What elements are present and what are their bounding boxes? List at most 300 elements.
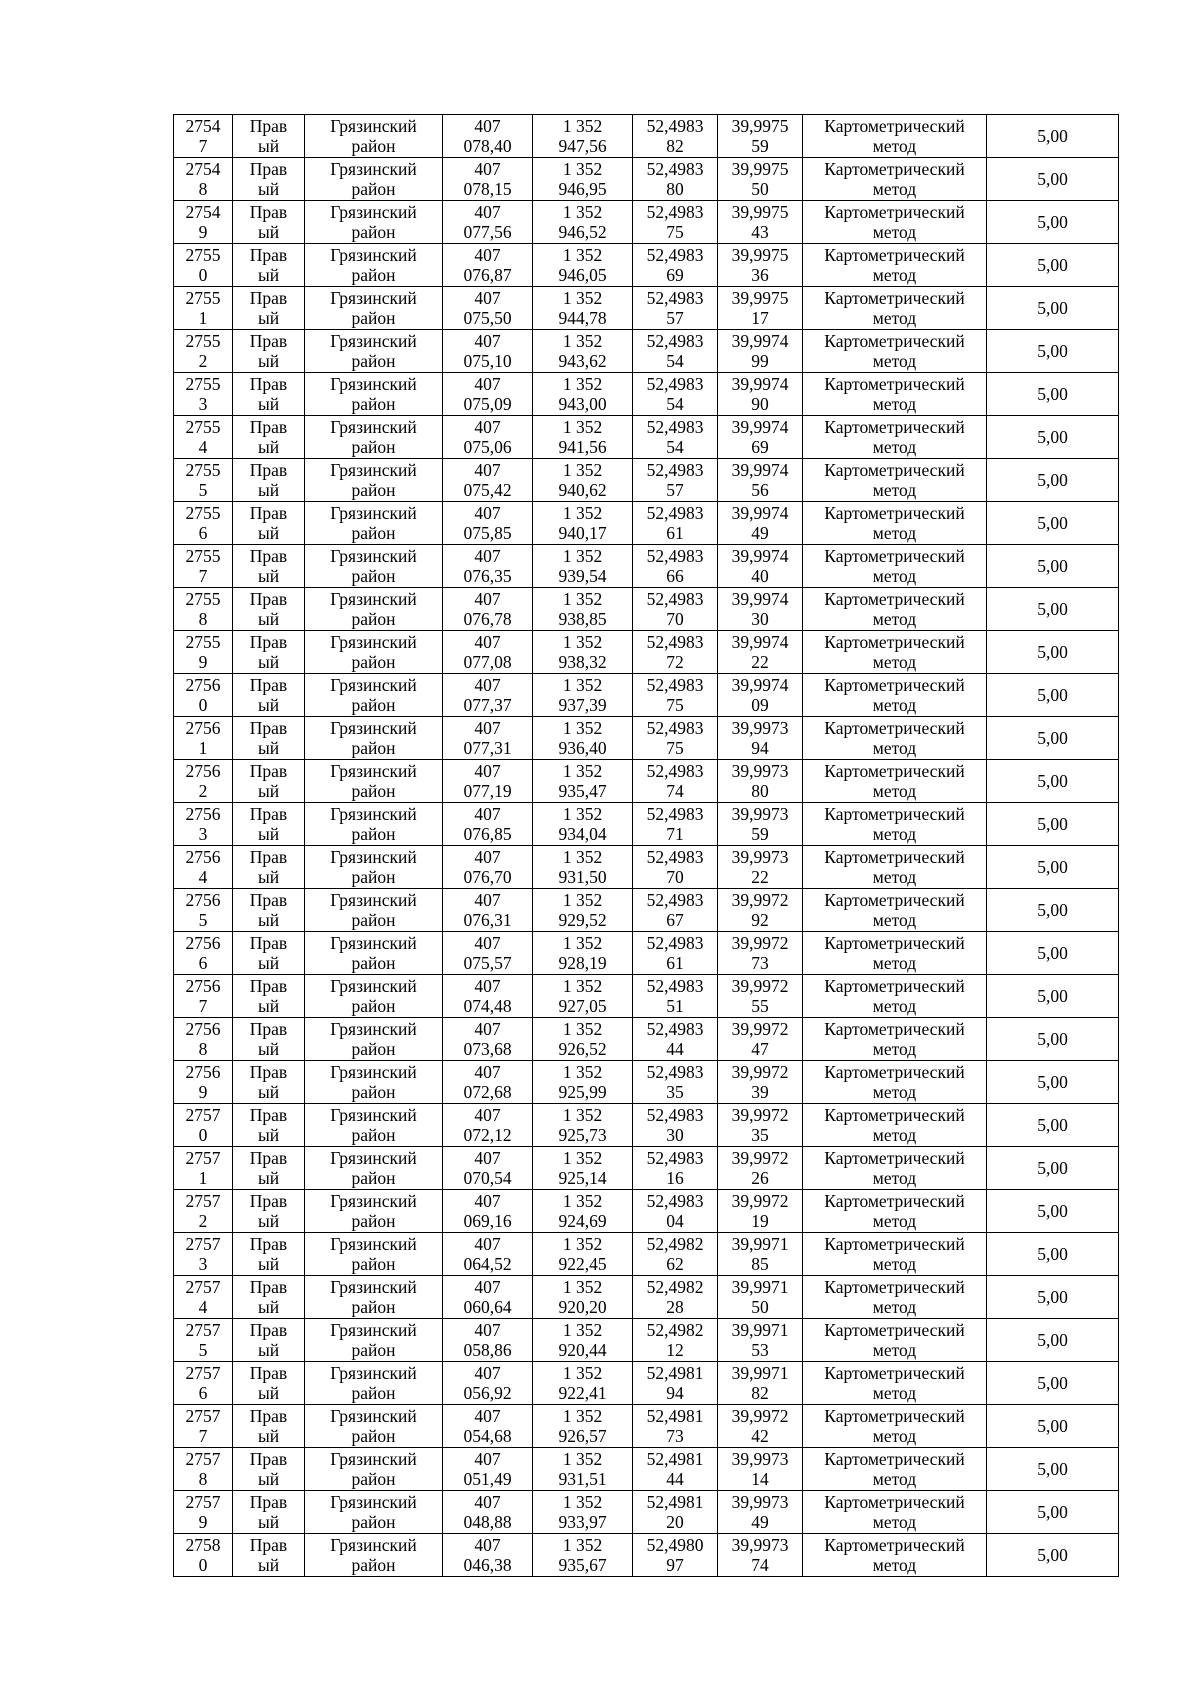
cell-point-number: 2757 1 bbox=[174, 1147, 233, 1190]
cell-longitude: 39,9974 49 bbox=[718, 502, 803, 545]
cell-coord-x: 407 075,85 bbox=[443, 502, 533, 545]
cell-coord-x: 407 077,31 bbox=[443, 717, 533, 760]
cell-longitude: 39,9975 17 bbox=[718, 287, 803, 330]
cell-method: Картометрический метод bbox=[803, 459, 987, 502]
cell-bank-side: Прав ый bbox=[233, 1147, 305, 1190]
cell-accuracy: 5,00 bbox=[987, 975, 1119, 1018]
cell-coord-x: 407 076,78 bbox=[443, 588, 533, 631]
cell-point-number: 2754 9 bbox=[174, 201, 233, 244]
cell-latitude: 52,4983 16 bbox=[633, 1147, 718, 1190]
cell-district: Грязинский район bbox=[305, 889, 443, 932]
cell-bank-side: Прав ый bbox=[233, 1534, 305, 1577]
cell-coord-x: 407 070,54 bbox=[443, 1147, 533, 1190]
cell-point-number: 2757 8 bbox=[174, 1448, 233, 1491]
cell-coord-y: 1 352 922,41 bbox=[533, 1362, 633, 1405]
cell-longitude: 39,9972 92 bbox=[718, 889, 803, 932]
cell-accuracy: 5,00 bbox=[987, 932, 1119, 975]
cell-coord-x: 407 046,38 bbox=[443, 1534, 533, 1577]
cell-accuracy: 5,00 bbox=[987, 1534, 1119, 1577]
cell-coord-y: 1 352 927,05 bbox=[533, 975, 633, 1018]
cell-latitude: 52,4983 72 bbox=[633, 631, 718, 674]
cell-coord-x: 407 078,40 bbox=[443, 115, 533, 158]
cell-accuracy: 5,00 bbox=[987, 201, 1119, 244]
cell-point-number: 2755 4 bbox=[174, 416, 233, 459]
table-row bbox=[174, 1061, 1119, 1104]
cell-method: Картометрический метод bbox=[803, 287, 987, 330]
cell-bank-side: Прав ый bbox=[233, 416, 305, 459]
cell-bank-side: Прав ый bbox=[233, 1061, 305, 1104]
cell-point-number: 2756 7 bbox=[174, 975, 233, 1018]
cell-coord-x: 407 072,68 bbox=[443, 1061, 533, 1104]
cell-longitude: 39,9975 36 bbox=[718, 244, 803, 287]
cell-coord-y: 1 352 925,14 bbox=[533, 1147, 633, 1190]
cell-district: Грязинский район bbox=[305, 932, 443, 975]
cell-point-number: 2755 6 bbox=[174, 502, 233, 545]
cell-coord-x: 407 075,57 bbox=[443, 932, 533, 975]
cell-bank-side: Прав ый bbox=[233, 502, 305, 545]
cell-longitude: 39,9972 26 bbox=[718, 1147, 803, 1190]
cell-bank-side: Прав ый bbox=[233, 373, 305, 416]
table-row bbox=[174, 588, 1119, 631]
cell-district: Грязинский район bbox=[305, 717, 443, 760]
cell-latitude: 52,4983 61 bbox=[633, 502, 718, 545]
cell-district: Грязинский район bbox=[305, 1448, 443, 1491]
cell-coord-x: 407 075,50 bbox=[443, 287, 533, 330]
table-row bbox=[174, 330, 1119, 373]
cell-longitude: 39,9973 59 bbox=[718, 803, 803, 846]
cell-district: Грязинский район bbox=[305, 373, 443, 416]
cell-longitude: 39,9974 56 bbox=[718, 459, 803, 502]
table-row bbox=[174, 975, 1119, 1018]
cell-district: Грязинский район bbox=[305, 201, 443, 244]
cell-method: Картометрический метод bbox=[803, 201, 987, 244]
cell-method: Картометрический метод bbox=[803, 502, 987, 545]
table-row bbox=[174, 1276, 1119, 1319]
cell-bank-side: Прав ый bbox=[233, 717, 305, 760]
cell-coord-x: 407 069,16 bbox=[443, 1190, 533, 1233]
cell-coord-x: 407 054,68 bbox=[443, 1405, 533, 1448]
cell-accuracy: 5,00 bbox=[987, 1147, 1119, 1190]
cell-district: Грязинский район bbox=[305, 502, 443, 545]
cell-coord-x: 407 077,37 bbox=[443, 674, 533, 717]
cell-coord-y: 1 352 928,19 bbox=[533, 932, 633, 975]
cell-method: Картометрический метод bbox=[803, 1491, 987, 1534]
table-row bbox=[174, 1405, 1119, 1448]
cell-district: Грязинский район bbox=[305, 244, 443, 287]
cell-latitude: 52,4983 54 bbox=[633, 330, 718, 373]
cell-point-number: 2758 0 bbox=[174, 1534, 233, 1577]
cell-latitude: 52,4980 97 bbox=[633, 1534, 718, 1577]
cell-point-number: 2757 2 bbox=[174, 1190, 233, 1233]
cell-latitude: 52,4983 35 bbox=[633, 1061, 718, 1104]
table-row bbox=[174, 1491, 1119, 1534]
cell-point-number: 2757 9 bbox=[174, 1491, 233, 1534]
cell-latitude: 52,4983 82 bbox=[633, 115, 718, 158]
cell-district: Грязинский район bbox=[305, 674, 443, 717]
cell-coord-x: 407 076,87 bbox=[443, 244, 533, 287]
table-row bbox=[174, 889, 1119, 932]
cell-latitude: 52,4982 12 bbox=[633, 1319, 718, 1362]
cell-district: Грязинский район bbox=[305, 975, 443, 1018]
cell-district: Грязинский район bbox=[305, 1362, 443, 1405]
cell-coord-y: 1 352 943,62 bbox=[533, 330, 633, 373]
cell-bank-side: Прав ый bbox=[233, 975, 305, 1018]
cell-accuracy: 5,00 bbox=[987, 803, 1119, 846]
cell-coord-y: 1 352 946,95 bbox=[533, 158, 633, 201]
cell-point-number: 2756 3 bbox=[174, 803, 233, 846]
cell-bank-side: Прав ый bbox=[233, 244, 305, 287]
cell-coord-x: 407 078,15 bbox=[443, 158, 533, 201]
table-row bbox=[174, 373, 1119, 416]
cell-point-number: 2757 3 bbox=[174, 1233, 233, 1276]
cell-method: Картометрический метод bbox=[803, 373, 987, 416]
cell-latitude: 52,4983 67 bbox=[633, 889, 718, 932]
cell-coord-y: 1 352 947,56 bbox=[533, 115, 633, 158]
cell-latitude: 52,4983 70 bbox=[633, 846, 718, 889]
cell-accuracy: 5,00 bbox=[987, 588, 1119, 631]
cell-coord-y: 1 352 936,40 bbox=[533, 717, 633, 760]
cell-coord-x: 407 076,31 bbox=[443, 889, 533, 932]
cell-coord-x: 407 075,06 bbox=[443, 416, 533, 459]
cell-latitude: 52,4983 70 bbox=[633, 588, 718, 631]
cell-method: Картометрический метод bbox=[803, 1190, 987, 1233]
cell-longitude: 39,9974 90 bbox=[718, 373, 803, 416]
cell-coord-y: 1 352 925,99 bbox=[533, 1061, 633, 1104]
cell-accuracy: 5,00 bbox=[987, 674, 1119, 717]
cell-accuracy: 5,00 bbox=[987, 1319, 1119, 1362]
cell-bank-side: Прав ый bbox=[233, 545, 305, 588]
cell-latitude: 52,4983 61 bbox=[633, 932, 718, 975]
cell-method: Картометрический метод bbox=[803, 846, 987, 889]
cell-bank-side: Прав ый bbox=[233, 588, 305, 631]
table-row bbox=[174, 1147, 1119, 1190]
cell-bank-side: Прав ый bbox=[233, 889, 305, 932]
cell-latitude: 52,4983 75 bbox=[633, 674, 718, 717]
table-row bbox=[174, 803, 1119, 846]
table-row bbox=[174, 932, 1119, 975]
cell-longitude: 39,9972 47 bbox=[718, 1018, 803, 1061]
cell-bank-side: Прав ый bbox=[233, 1018, 305, 1061]
cell-longitude: 39,9972 42 bbox=[718, 1405, 803, 1448]
cell-bank-side: Прав ый bbox=[233, 1104, 305, 1147]
cell-longitude: 39,9971 82 bbox=[718, 1362, 803, 1405]
cell-coord-y: 1 352 940,17 bbox=[533, 502, 633, 545]
cell-district: Грязинский район bbox=[305, 760, 443, 803]
cell-coord-x: 407 076,35 bbox=[443, 545, 533, 588]
cell-accuracy: 5,00 bbox=[987, 1104, 1119, 1147]
cell-coord-x: 407 074,48 bbox=[443, 975, 533, 1018]
table-row bbox=[174, 1190, 1119, 1233]
cell-latitude: 52,4983 80 bbox=[633, 158, 718, 201]
cell-district: Грязинский район bbox=[305, 115, 443, 158]
cell-longitude: 39,9971 85 bbox=[718, 1233, 803, 1276]
cell-point-number: 2755 0 bbox=[174, 244, 233, 287]
cell-district: Грязинский район bbox=[305, 631, 443, 674]
cell-latitude: 52,4983 66 bbox=[633, 545, 718, 588]
cell-bank-side: Прав ый bbox=[233, 1362, 305, 1405]
cell-district: Грязинский район bbox=[305, 459, 443, 502]
cell-accuracy: 5,00 bbox=[987, 631, 1119, 674]
cell-longitude: 39,9973 74 bbox=[718, 1534, 803, 1577]
cell-district: Грязинский район bbox=[305, 1491, 443, 1534]
cell-point-number: 2754 8 bbox=[174, 158, 233, 201]
table-row bbox=[174, 1233, 1119, 1276]
cell-accuracy: 5,00 bbox=[987, 1405, 1119, 1448]
cell-method: Картометрический метод bbox=[803, 1018, 987, 1061]
cell-accuracy: 5,00 bbox=[987, 846, 1119, 889]
cell-longitude: 39,9975 59 bbox=[718, 115, 803, 158]
cell-point-number: 2756 0 bbox=[174, 674, 233, 717]
cell-coord-x: 407 056,92 bbox=[443, 1362, 533, 1405]
cell-latitude: 52,4983 51 bbox=[633, 975, 718, 1018]
cell-bank-side: Прав ый bbox=[233, 330, 305, 373]
cell-point-number: 2756 9 bbox=[174, 1061, 233, 1104]
cell-point-number: 2755 5 bbox=[174, 459, 233, 502]
cell-coord-x: 407 075,10 bbox=[443, 330, 533, 373]
cell-bank-side: Прав ый bbox=[233, 674, 305, 717]
cell-method: Картометрический метод bbox=[803, 1405, 987, 1448]
coordinates-table bbox=[173, 114, 1119, 1577]
cell-point-number: 2755 3 bbox=[174, 373, 233, 416]
cell-coord-x: 407 077,19 bbox=[443, 760, 533, 803]
cell-method: Картометрический метод bbox=[803, 158, 987, 201]
cell-district: Грязинский район bbox=[305, 1190, 443, 1233]
cell-accuracy: 5,00 bbox=[987, 545, 1119, 588]
cell-accuracy: 5,00 bbox=[987, 502, 1119, 545]
table-row bbox=[174, 1448, 1119, 1491]
cell-accuracy: 5,00 bbox=[987, 416, 1119, 459]
cell-accuracy: 5,00 bbox=[987, 1018, 1119, 1061]
cell-district: Грязинский район bbox=[305, 1018, 443, 1061]
cell-coord-y: 1 352 929,52 bbox=[533, 889, 633, 932]
cell-district: Грязинский район bbox=[305, 1233, 443, 1276]
cell-latitude: 52,4983 04 bbox=[633, 1190, 718, 1233]
cell-method: Картометрический метод bbox=[803, 1147, 987, 1190]
table-row bbox=[174, 1104, 1119, 1147]
cell-method: Картометрический метод bbox=[803, 631, 987, 674]
cell-latitude: 52,4983 54 bbox=[633, 373, 718, 416]
cell-district: Грязинский район bbox=[305, 416, 443, 459]
cell-coord-y: 1 352 941,56 bbox=[533, 416, 633, 459]
cell-district: Грязинский район bbox=[305, 158, 443, 201]
cell-accuracy: 5,00 bbox=[987, 1061, 1119, 1104]
cell-coord-y: 1 352 940,62 bbox=[533, 459, 633, 502]
cell-district: Грязинский район bbox=[305, 545, 443, 588]
cell-district: Грязинский район bbox=[305, 1104, 443, 1147]
cell-longitude: 39,9972 39 bbox=[718, 1061, 803, 1104]
cell-accuracy: 5,00 bbox=[987, 717, 1119, 760]
table-row bbox=[174, 717, 1119, 760]
cell-coord-y: 1 352 935,67 bbox=[533, 1534, 633, 1577]
table-row bbox=[174, 244, 1119, 287]
cell-method: Картометрический метод bbox=[803, 244, 987, 287]
cell-coord-y: 1 352 920,44 bbox=[533, 1319, 633, 1362]
cell-longitude: 39,9972 35 bbox=[718, 1104, 803, 1147]
cell-bank-side: Прав ый bbox=[233, 1190, 305, 1233]
cell-method: Картометрический метод bbox=[803, 674, 987, 717]
cell-method: Картометрический метод bbox=[803, 588, 987, 631]
cell-method: Картометрический метод bbox=[803, 760, 987, 803]
cell-bank-side: Прав ый bbox=[233, 631, 305, 674]
cell-latitude: 52,4981 44 bbox=[633, 1448, 718, 1491]
cell-accuracy: 5,00 bbox=[987, 1276, 1119, 1319]
cell-point-number: 2757 5 bbox=[174, 1319, 233, 1362]
cell-point-number: 2756 1 bbox=[174, 717, 233, 760]
cell-coord-x: 407 077,56 bbox=[443, 201, 533, 244]
cell-accuracy: 5,00 bbox=[987, 1448, 1119, 1491]
cell-method: Картометрический метод bbox=[803, 932, 987, 975]
cell-coord-y: 1 352 933,97 bbox=[533, 1491, 633, 1534]
cell-bank-side: Прав ый bbox=[233, 287, 305, 330]
table-row bbox=[174, 1534, 1119, 1577]
cell-point-number: 2755 2 bbox=[174, 330, 233, 373]
cell-accuracy: 5,00 bbox=[987, 760, 1119, 803]
cell-method: Картометрический метод bbox=[803, 975, 987, 1018]
cell-method: Картометрический метод bbox=[803, 416, 987, 459]
cell-method: Картометрический метод bbox=[803, 803, 987, 846]
cell-latitude: 52,4981 94 bbox=[633, 1362, 718, 1405]
cell-coord-x: 407 064,52 bbox=[443, 1233, 533, 1276]
cell-longitude: 39,9971 53 bbox=[718, 1319, 803, 1362]
cell-bank-side: Прав ый bbox=[233, 158, 305, 201]
cell-coord-y: 1 352 931,51 bbox=[533, 1448, 633, 1491]
cell-coord-y: 1 352 926,52 bbox=[533, 1018, 633, 1061]
cell-coord-y: 1 352 935,47 bbox=[533, 760, 633, 803]
cell-longitude: 39,9973 80 bbox=[718, 760, 803, 803]
cell-district: Грязинский район bbox=[305, 1319, 443, 1362]
cell-coord-x: 407 060,64 bbox=[443, 1276, 533, 1319]
cell-district: Грязинский район bbox=[305, 1276, 443, 1319]
cell-coord-y: 1 352 931,50 bbox=[533, 846, 633, 889]
table-row bbox=[174, 1362, 1119, 1405]
cell-accuracy: 5,00 bbox=[987, 1233, 1119, 1276]
cell-coord-y: 1 352 920,20 bbox=[533, 1276, 633, 1319]
cell-coord-y: 1 352 938,85 bbox=[533, 588, 633, 631]
cell-coord-y: 1 352 926,57 bbox=[533, 1405, 633, 1448]
cell-district: Грязинский район bbox=[305, 1147, 443, 1190]
cell-coord-x: 407 075,42 bbox=[443, 459, 533, 502]
cell-accuracy: 5,00 bbox=[987, 373, 1119, 416]
cell-point-number: 2757 0 bbox=[174, 1104, 233, 1147]
cell-accuracy: 5,00 bbox=[987, 1190, 1119, 1233]
cell-method: Картометрический метод bbox=[803, 1276, 987, 1319]
cell-accuracy: 5,00 bbox=[987, 889, 1119, 932]
cell-latitude: 52,4983 75 bbox=[633, 717, 718, 760]
table-row bbox=[174, 631, 1119, 674]
table-row bbox=[174, 545, 1119, 588]
cell-accuracy: 5,00 bbox=[987, 158, 1119, 201]
cell-method: Картометрический метод bbox=[803, 889, 987, 932]
cell-longitude: 39,9973 49 bbox=[718, 1491, 803, 1534]
cell-latitude: 52,4983 69 bbox=[633, 244, 718, 287]
cell-accuracy: 5,00 bbox=[987, 459, 1119, 502]
cell-point-number: 2757 6 bbox=[174, 1362, 233, 1405]
cell-latitude: 52,4981 20 bbox=[633, 1491, 718, 1534]
cell-coord-y: 1 352 946,05 bbox=[533, 244, 633, 287]
cell-longitude: 39,9974 30 bbox=[718, 588, 803, 631]
cell-coord-x: 407 072,12 bbox=[443, 1104, 533, 1147]
cell-method: Картометрический метод bbox=[803, 1319, 987, 1362]
cell-coord-y: 1 352 924,69 bbox=[533, 1190, 633, 1233]
cell-latitude: 52,4983 71 bbox=[633, 803, 718, 846]
table-body bbox=[174, 115, 1119, 1577]
table-row bbox=[174, 846, 1119, 889]
cell-point-number: 2756 6 bbox=[174, 932, 233, 975]
cell-district: Грязинский район bbox=[305, 1534, 443, 1577]
cell-district: Грязинский район bbox=[305, 1061, 443, 1104]
cell-point-number: 2757 7 bbox=[174, 1405, 233, 1448]
cell-coord-x: 407 076,70 bbox=[443, 846, 533, 889]
cell-method: Картометрический метод bbox=[803, 1061, 987, 1104]
cell-coord-y: 1 352 943,00 bbox=[533, 373, 633, 416]
cell-method: Картометрический метод bbox=[803, 1448, 987, 1491]
cell-bank-side: Прав ый bbox=[233, 201, 305, 244]
cell-coord-x: 407 073,68 bbox=[443, 1018, 533, 1061]
table-row bbox=[174, 287, 1119, 330]
cell-bank-side: Прав ый bbox=[233, 1491, 305, 1534]
cell-longitude: 39,9975 43 bbox=[718, 201, 803, 244]
cell-coord-x: 407 048,88 bbox=[443, 1491, 533, 1534]
table-row bbox=[174, 1018, 1119, 1061]
cell-method: Картометрический метод bbox=[803, 545, 987, 588]
cell-latitude: 52,4983 74 bbox=[633, 760, 718, 803]
cell-coord-y: 1 352 922,45 bbox=[533, 1233, 633, 1276]
table-row bbox=[174, 416, 1119, 459]
table-row bbox=[174, 459, 1119, 502]
cell-latitude: 52,4983 57 bbox=[633, 287, 718, 330]
cell-point-number: 2756 5 bbox=[174, 889, 233, 932]
cell-district: Грязинский район bbox=[305, 287, 443, 330]
cell-accuracy: 5,00 bbox=[987, 1491, 1119, 1534]
cell-longitude: 39,9974 40 bbox=[718, 545, 803, 588]
cell-method: Картометрический метод bbox=[803, 1233, 987, 1276]
cell-coord-y: 1 352 938,32 bbox=[533, 631, 633, 674]
cell-district: Грязинский район bbox=[305, 1405, 443, 1448]
cell-bank-side: Прав ый bbox=[233, 1448, 305, 1491]
cell-longitude: 39,9971 50 bbox=[718, 1276, 803, 1319]
table-row bbox=[174, 1319, 1119, 1362]
cell-bank-side: Прав ый bbox=[233, 760, 305, 803]
cell-coord-y: 1 352 939,54 bbox=[533, 545, 633, 588]
cell-latitude: 52,4983 54 bbox=[633, 416, 718, 459]
cell-bank-side: Прав ый bbox=[233, 1319, 305, 1362]
cell-district: Грязинский район bbox=[305, 330, 443, 373]
cell-longitude: 39,9974 99 bbox=[718, 330, 803, 373]
table-row bbox=[174, 674, 1119, 717]
cell-bank-side: Прав ый bbox=[233, 846, 305, 889]
cell-method: Картометрический метод bbox=[803, 1534, 987, 1577]
cell-district: Грязинский район bbox=[305, 803, 443, 846]
cell-longitude: 39,9974 22 bbox=[718, 631, 803, 674]
cell-district: Грязинский район bbox=[305, 846, 443, 889]
cell-coord-y: 1 352 946,52 bbox=[533, 201, 633, 244]
cell-point-number: 2755 1 bbox=[174, 287, 233, 330]
cell-coord-x: 407 075,09 bbox=[443, 373, 533, 416]
cell-accuracy: 5,00 bbox=[987, 1362, 1119, 1405]
cell-coord-x: 407 058,86 bbox=[443, 1319, 533, 1362]
cell-longitude: 39,9972 19 bbox=[718, 1190, 803, 1233]
cell-longitude: 39,9973 94 bbox=[718, 717, 803, 760]
cell-bank-side: Прав ый bbox=[233, 459, 305, 502]
cell-accuracy: 5,00 bbox=[987, 115, 1119, 158]
cell-accuracy: 5,00 bbox=[987, 287, 1119, 330]
cell-latitude: 52,4981 73 bbox=[633, 1405, 718, 1448]
cell-coord-y: 1 352 944,78 bbox=[533, 287, 633, 330]
cell-point-number: 2755 7 bbox=[174, 545, 233, 588]
cell-longitude: 39,9973 22 bbox=[718, 846, 803, 889]
cell-method: Картометрический метод bbox=[803, 1362, 987, 1405]
cell-point-number: 2756 2 bbox=[174, 760, 233, 803]
